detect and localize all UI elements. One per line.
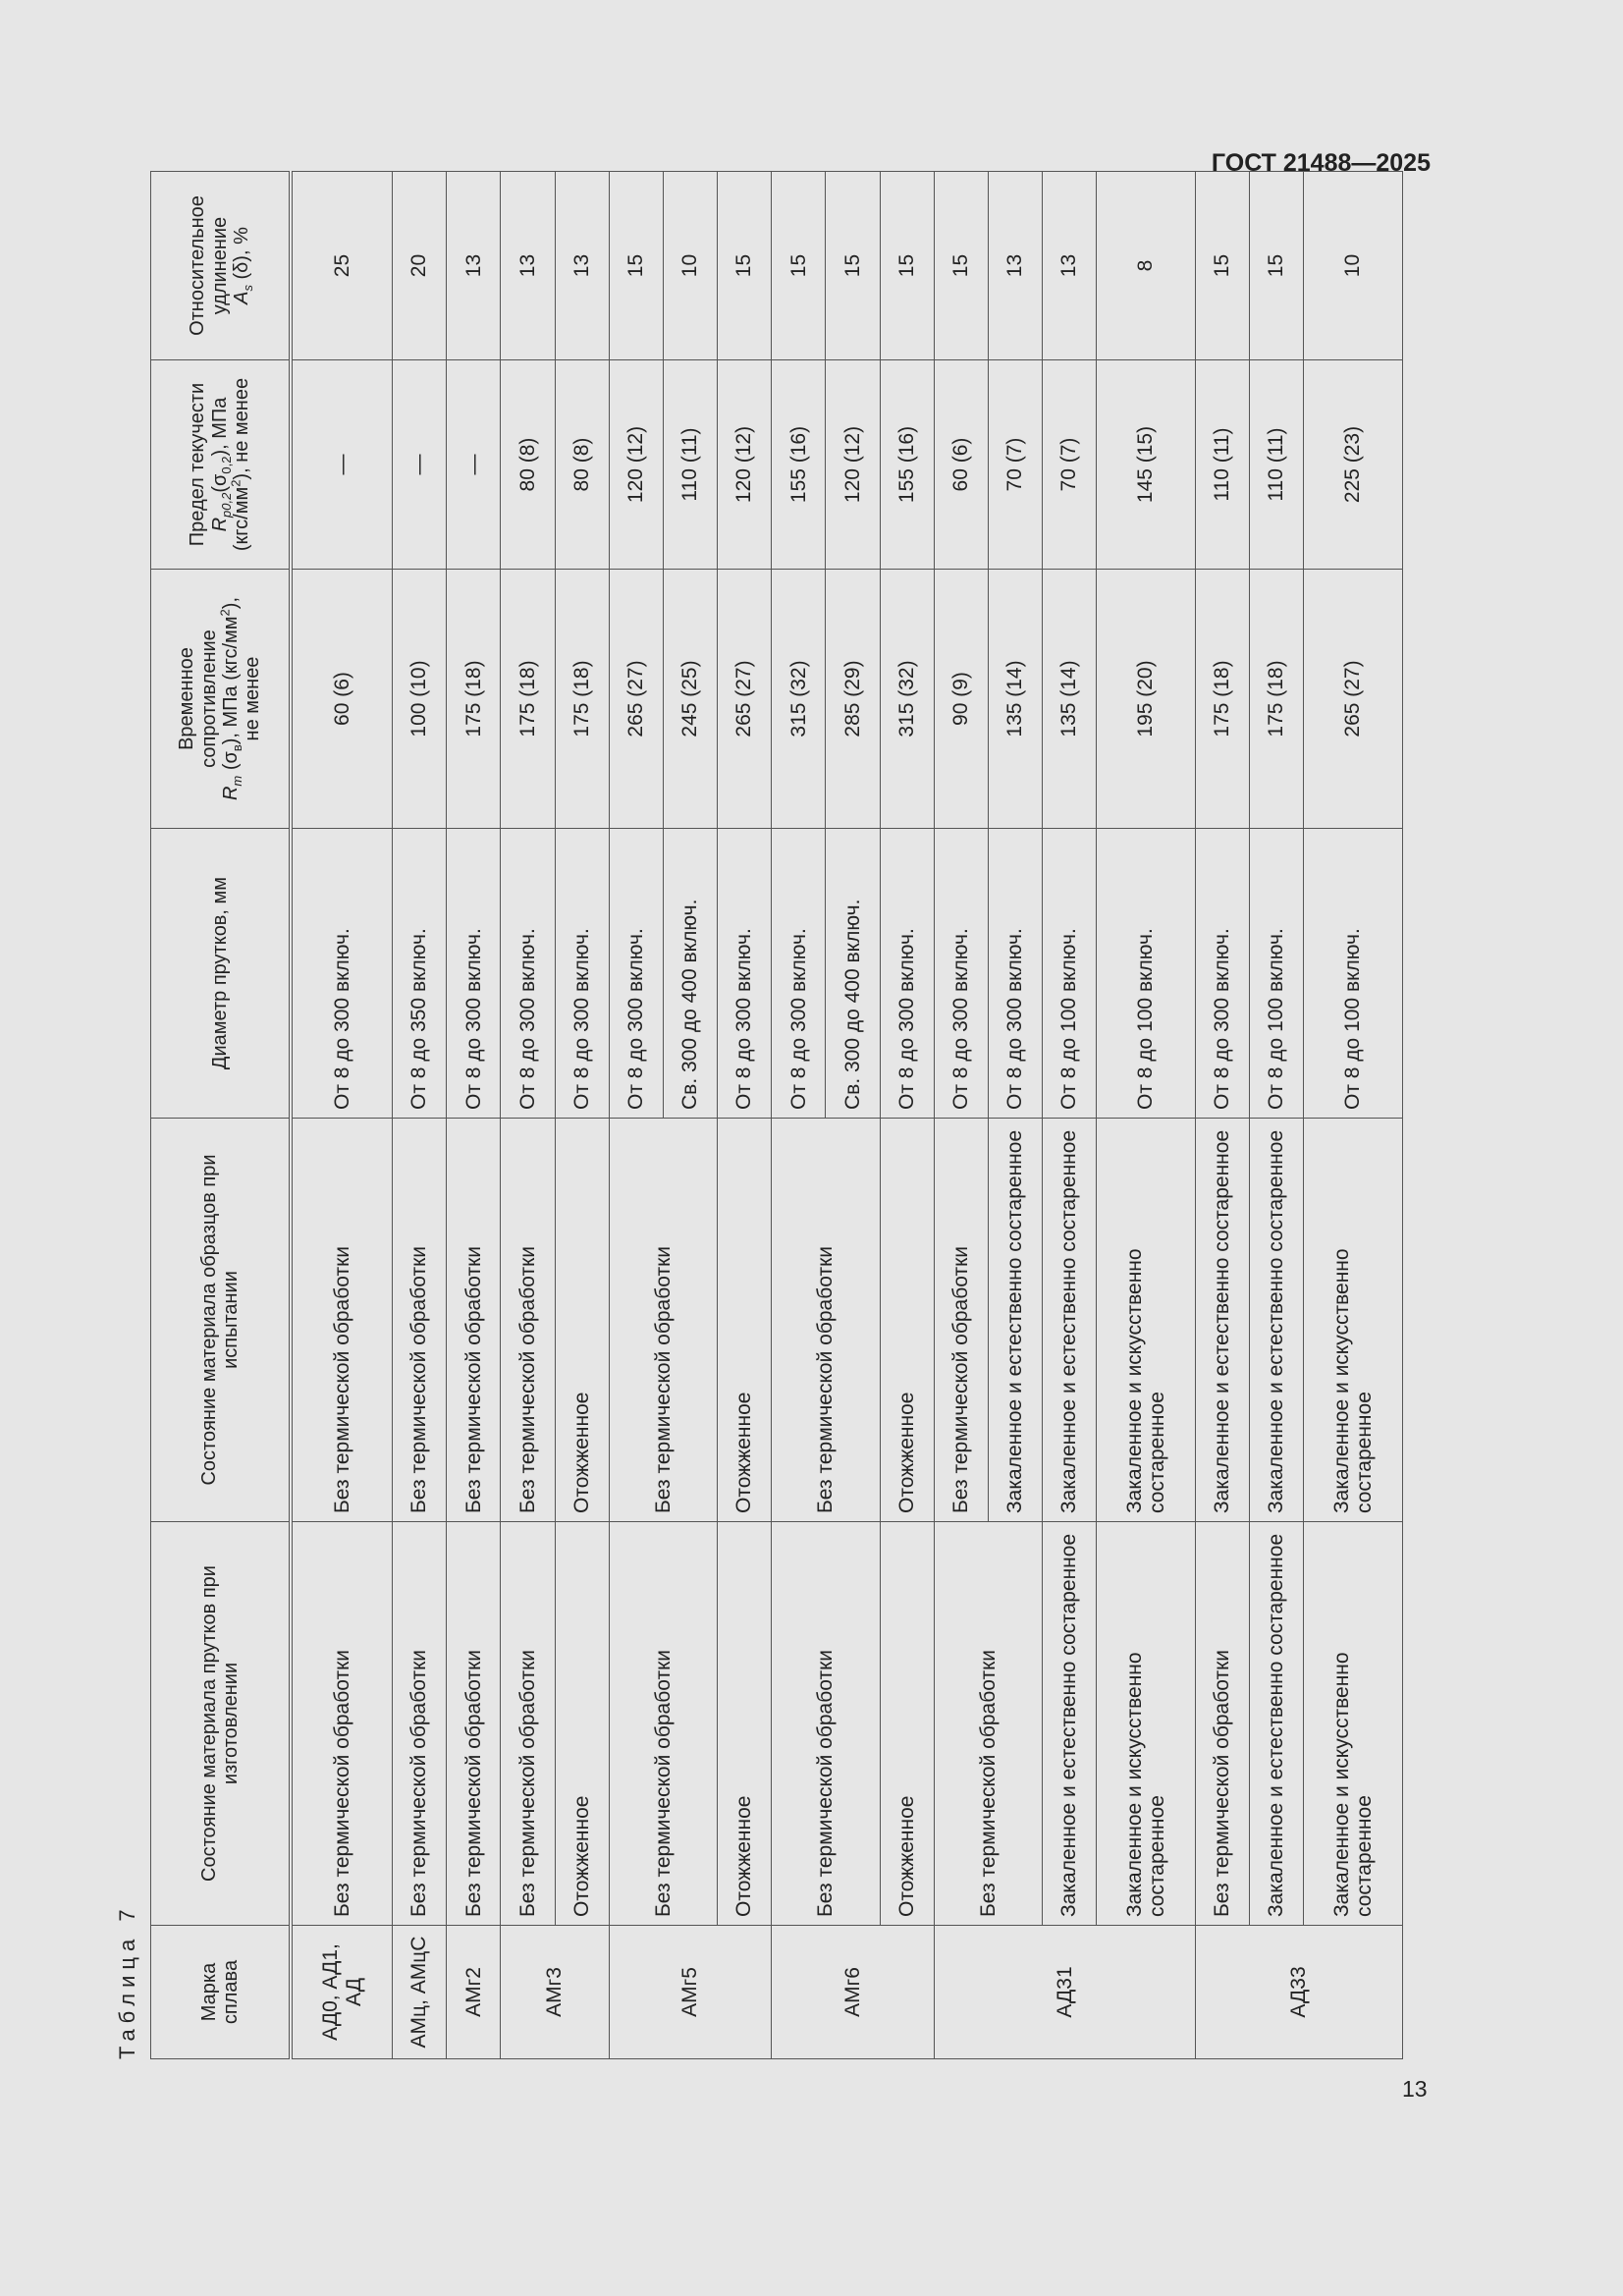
cell-elongation: 10 [663,172,717,360]
properties-table [150,171,1403,2059]
col-header-diameter: Диаметр прутков, мм [151,829,292,1119]
cell-diameter: От 8 до 350 включ. [393,829,447,1119]
cell-elongation: 15 [718,172,772,360]
cell-tensile: 60 (6) [291,570,393,829]
col-header-yield-strength: Предел текучести $R_{p0,2}(\sigma_{0,2})$, МПа $(кгс/мм^2)$, не менее [151,360,292,570]
cell-manufacture-state: Без термической обработки [934,1522,1042,1926]
document-id: ГОСТ 21488—2025 [1211,149,1431,177]
cell-tensile: 175 (18) [1250,570,1304,829]
cell-diameter: От 8 до 100 включ. [1304,829,1403,1119]
cell-diameter: От 8 до 100 включ. [1250,829,1304,1119]
cell-test-state: Отожженное [880,1119,934,1522]
cell-manufacture-state: Без термической обработки [393,1522,447,1926]
cell-elongation: 10 [1304,172,1403,360]
cell-elongation: 25 [291,172,393,360]
cell-yield: 110 (11) [663,360,717,570]
table-row [1043,172,1097,2059]
cell-diameter: От 8 до 300 включ. [1195,829,1249,1119]
table-caption: Таблица 7 [115,1903,139,2059]
cell-manufacture-state: Без термической обработки [291,1522,393,1926]
cell-manufacture-state: Закаленное и естественно состаренное [1250,1522,1304,1926]
cell-yield: 155 (16) [880,360,934,570]
cell-diameter: От 8 до 300 включ. [291,829,393,1119]
cell-tensile: 175 (18) [447,570,501,829]
cell-elongation: 13 [447,172,501,360]
cell-elongation: 15 [1195,172,1249,360]
cell-grade: АД31 [934,1926,1195,2059]
table-header-row [151,172,292,2059]
cell-yield: 70 (7) [988,360,1042,570]
table-row [718,172,772,2059]
cell-diameter: От 8 до 100 включ. [1097,829,1196,1119]
cell-diameter: Св. 300 до 400 включ. [826,829,880,1119]
cell-tensile: 265 (27) [609,570,663,829]
cell-tensile: 315 (32) [880,570,934,829]
cell-yield: 120 (12) [609,360,663,570]
cell-diameter: От 8 до 300 включ. [447,829,501,1119]
cell-yield: 60 (6) [934,360,988,570]
table-row [501,172,555,2059]
cell-test-state: Отожженное [718,1119,772,1522]
cell-yield: 225 (23) [1304,360,1403,570]
cell-tensile: 100 (10) [393,570,447,829]
cell-manufacture-state: Отожженное [718,1522,772,1926]
cell-test-state: Закаленное и естественно состаренное [1043,1119,1097,1522]
cell-tensile: 265 (27) [718,570,772,829]
col-header-tensile-strength: Временное сопротивление $R_m$ $(\sigma_в)$, МПа $(кгс/мм^2)$, не менее [151,570,292,829]
cell-grade: АД33 [1195,1926,1402,2059]
cell-elongation: 20 [393,172,447,360]
cell-grade: АД0, АД1, АД [291,1926,393,2059]
table-row [772,172,826,2059]
table-row [555,172,609,2059]
table-row [291,172,393,2059]
cell-elongation: 13 [501,172,555,360]
cell-manufacture-state: Без термической обработки [772,1522,880,1926]
cell-manufacture-state: Закаленное и естественно состаренное [1043,1522,1097,1926]
cell-tensile: 265 (27) [1304,570,1403,829]
cell-grade: АМг6 [772,1926,935,2059]
cell-yield: 70 (7) [1043,360,1097,570]
cell-manufacture-state: Без термической обработки [1195,1522,1249,1926]
cell-yield: 80 (8) [555,360,609,570]
cell-tensile: 175 (18) [1195,570,1249,829]
cell-elongation: 15 [772,172,826,360]
cell-test-state: Закаленное и естественно состаренное [1250,1119,1304,1522]
cell-diameter: От 8 до 300 включ. [609,829,663,1119]
cell-tensile: 90 (9) [934,570,988,829]
cell-manufacture-state: Отожженное [555,1522,609,1926]
cell-yield: 120 (12) [826,360,880,570]
page-number: 13 [1402,2076,1428,2102]
cell-diameter: От 8 до 300 включ. [934,829,988,1119]
cell-elongation: 13 [988,172,1042,360]
cell-tensile: 175 (18) [555,570,609,829]
col-header-manufacture-state: Состояние материала прутков при изготовлении [151,1522,292,1926]
cell-test-state: Без термической обработки [501,1119,555,1522]
cell-test-state: Без термической обработки [934,1119,988,1522]
cell-test-state: Закаленное и искусственно состаренное [1304,1119,1403,1522]
cell-yield: 120 (12) [718,360,772,570]
cell-manufacture-state: Закаленное и искусственно состаренное [1097,1522,1196,1926]
cell-test-state: Без термической обработки [609,1119,717,1522]
cell-yield: — [393,360,447,570]
col-header-test-state: Состояние материала образцов при испытании [151,1119,292,1522]
cell-elongation: 15 [826,172,880,360]
cell-yield: 110 (11) [1195,360,1249,570]
col-header-elongation: Относительное удлинение $A_s$ (δ), % [151,172,292,360]
table-row [1097,172,1196,2059]
rotated-table-block [115,195,1403,2059]
cell-grade: АМц, АМцС [393,1926,447,2059]
cell-yield: 80 (8) [501,360,555,570]
cell-tensile: 245 (25) [663,570,717,829]
cell-grade: АМг2 [447,1926,501,2059]
cell-tensile: 175 (18) [501,570,555,829]
cell-test-state: Без термической обработки [291,1119,393,1522]
cell-tensile: 135 (14) [988,570,1042,829]
cell-manufacture-state: Без термической обработки [609,1522,717,1926]
cell-elongation: 8 [1097,172,1196,360]
cell-elongation: 15 [609,172,663,360]
cell-grade: АМг5 [609,1926,772,2059]
cell-test-state: Закаленное и искусственно состаренное [1097,1119,1196,1522]
cell-diameter: Св. 300 до 400 включ. [663,829,717,1119]
cell-manufacture-state: Без термической обработки [501,1522,555,1926]
cell-tensile: 135 (14) [1043,570,1097,829]
table-row [609,172,663,2059]
cell-yield: 110 (11) [1250,360,1304,570]
cell-elongation: 13 [555,172,609,360]
table-row [880,172,934,2059]
cell-test-state: Без термической обработки [772,1119,880,1522]
cell-manufacture-state: Отожженное [880,1522,934,1926]
table-row [447,172,501,2059]
cell-yield: 145 (15) [1097,360,1196,570]
cell-elongation: 15 [1250,172,1304,360]
cell-elongation: 13 [1043,172,1097,360]
cell-test-state: Закаленное и естественно состаренное [1195,1119,1249,1522]
cell-tensile: 195 (20) [1097,570,1196,829]
cell-yield: — [291,360,393,570]
cell-yield: 155 (16) [772,360,826,570]
cell-test-state: Без термической обработки [393,1119,447,1522]
cell-yield: — [447,360,501,570]
table-row [1304,172,1403,2059]
cell-elongation: 15 [934,172,988,360]
cell-diameter: От 8 до 300 включ. [772,829,826,1119]
cell-diameter: От 8 до 300 включ. [501,829,555,1119]
cell-tensile: 315 (32) [772,570,826,829]
cell-diameter: От 8 до 300 включ. [988,829,1042,1119]
cell-elongation: 15 [880,172,934,360]
cell-diameter: От 8 до 300 включ. [555,829,609,1119]
col-header-grade: Марка сплава [151,1926,292,2059]
cell-diameter: От 8 до 100 включ. [1043,829,1097,1119]
cell-grade: АМг3 [501,1926,609,2059]
cell-diameter: От 8 до 300 включ. [880,829,934,1119]
table-row [393,172,447,2059]
cell-test-state: Отожженное [555,1119,609,1522]
cell-test-state: Закаленное и естественно состаренное [988,1119,1042,1522]
cell-manufacture-state: Без термической обработки [447,1522,501,1926]
cell-manufacture-state: Закаленное и искусственно состаренное [1304,1522,1403,1926]
cell-diameter: От 8 до 300 включ. [718,829,772,1119]
cell-tensile: 285 (29) [826,570,880,829]
cell-test-state: Без термической обработки [447,1119,501,1522]
table-row [1195,172,1249,2059]
table-row [1250,172,1304,2059]
table-row [934,172,988,2059]
